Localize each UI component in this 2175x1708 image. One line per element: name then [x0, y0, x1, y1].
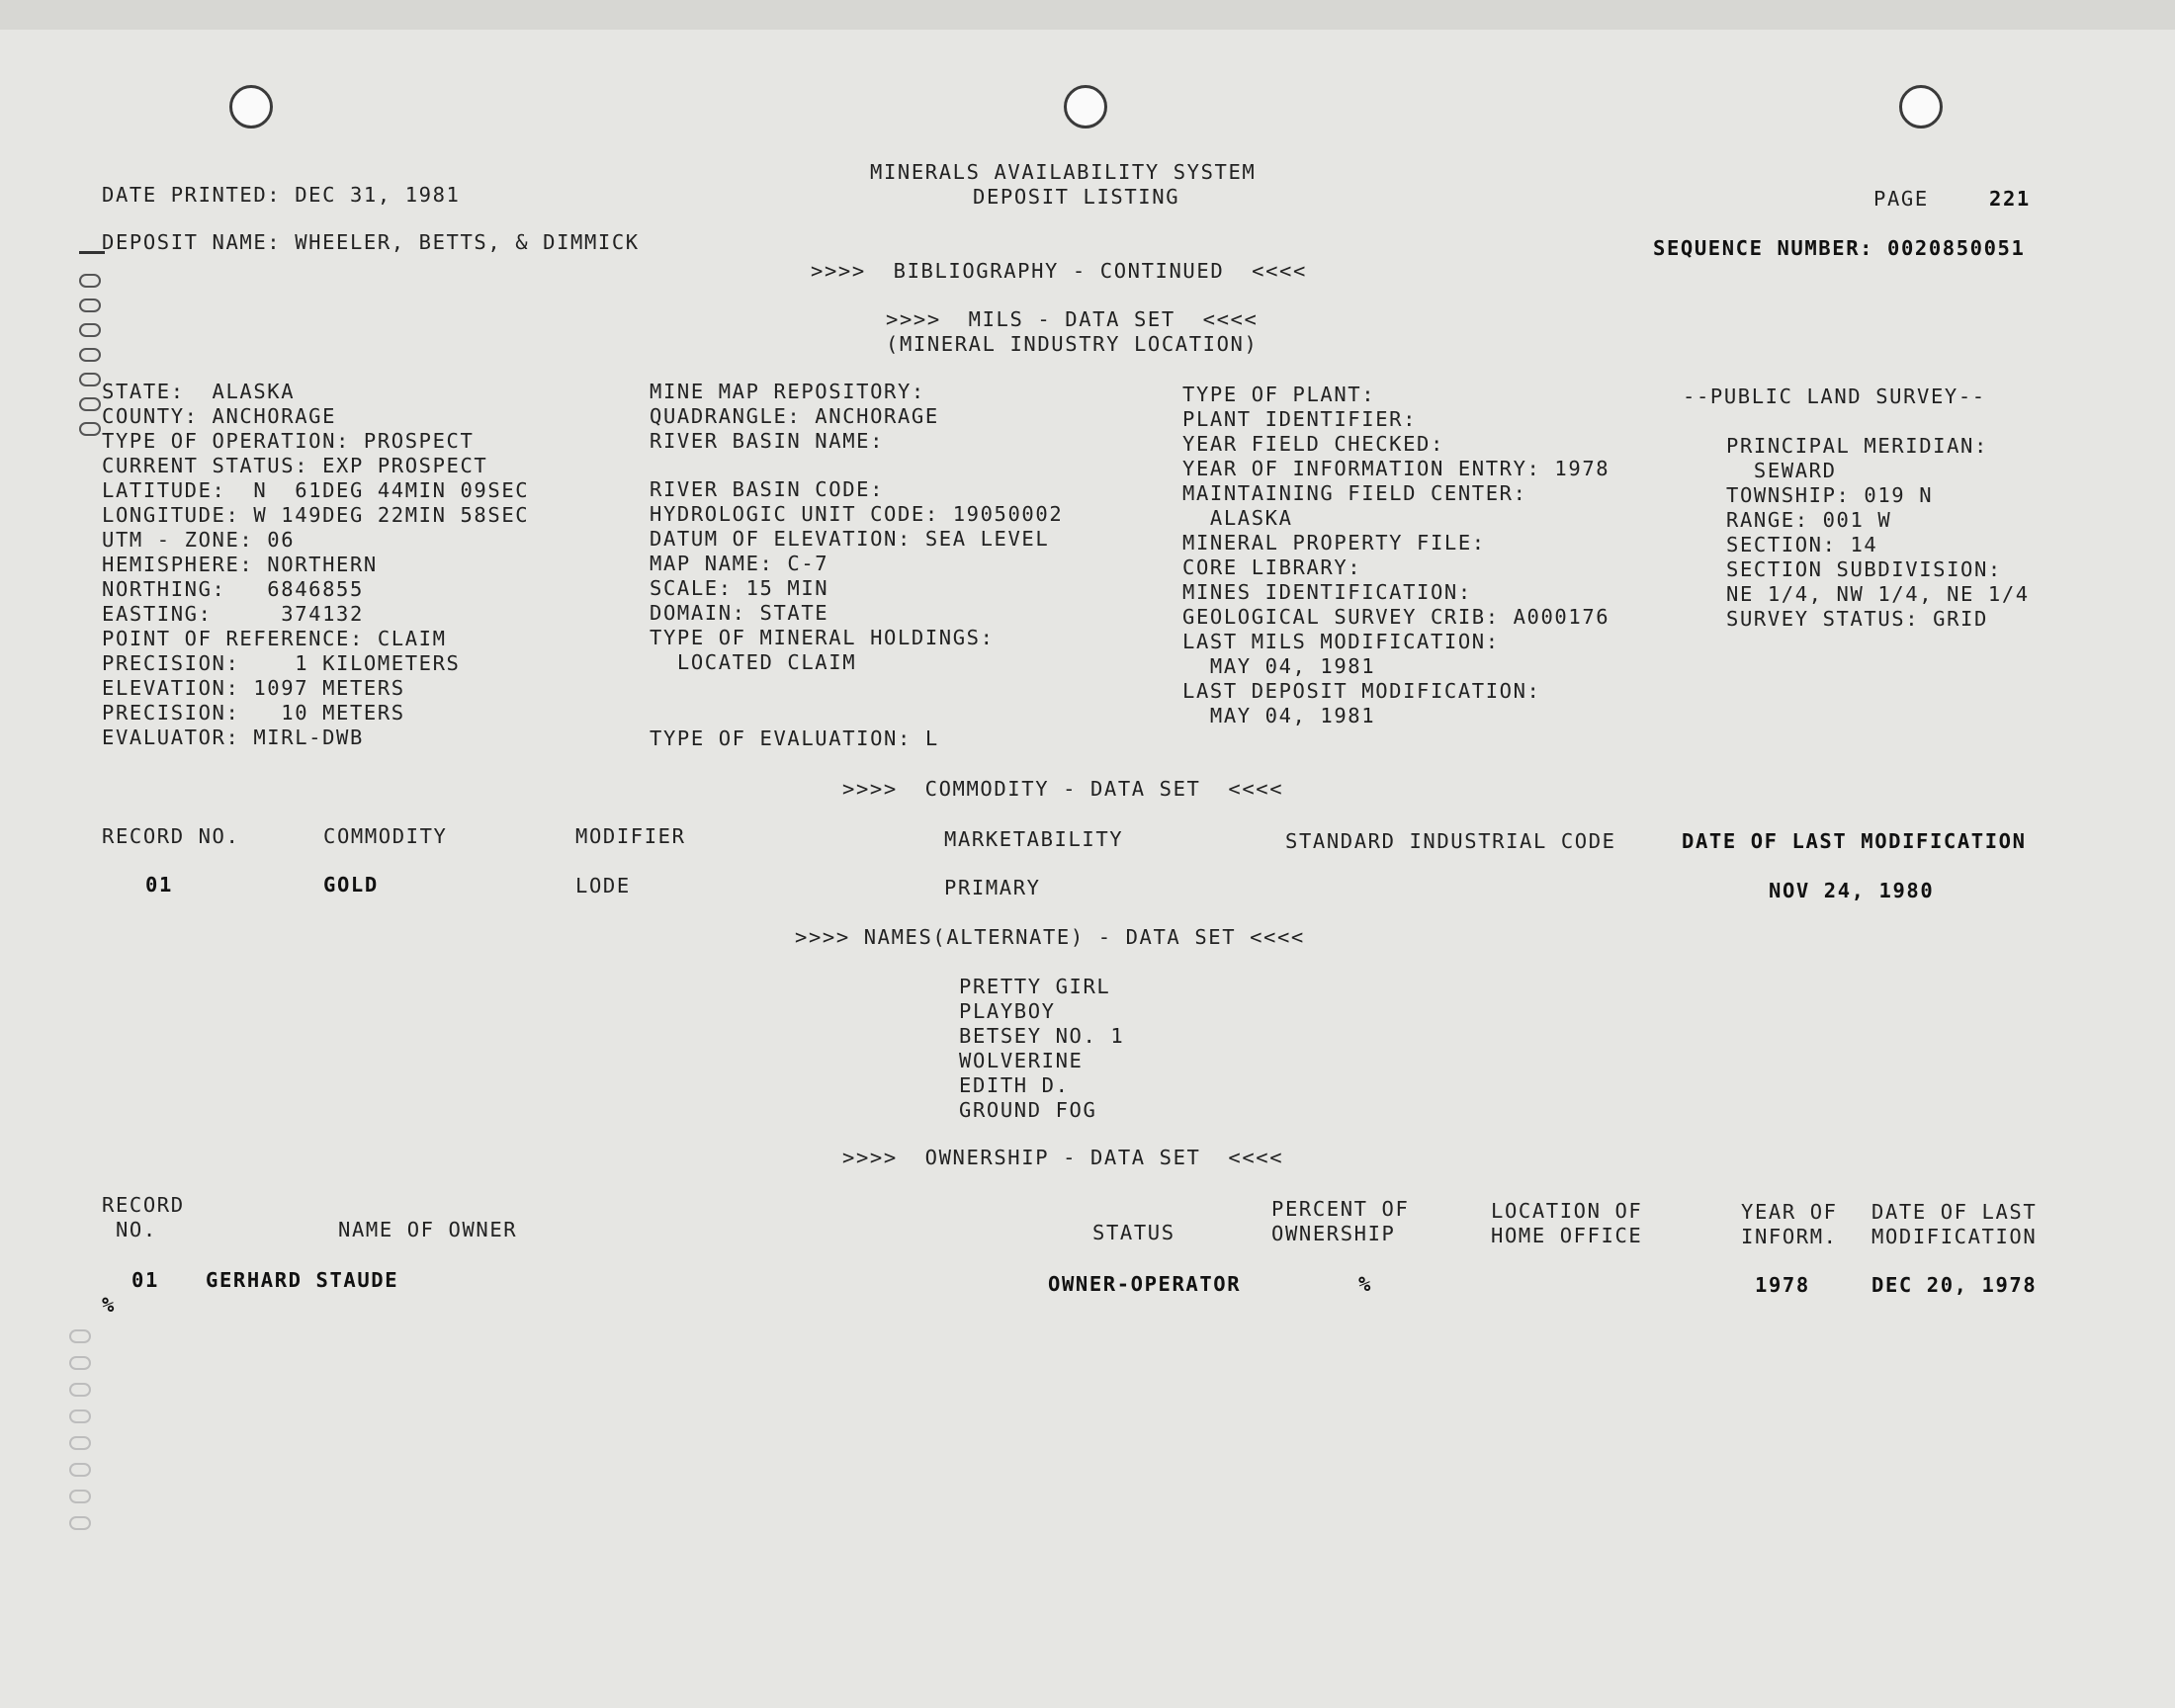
field-latitude: LATITUDE: N 61DEG 44MIN 09SEC — [102, 478, 530, 502]
commodity-record: 01 — [145, 873, 173, 897]
mils-map-column-top — [650, 380, 939, 454]
list-item: PRETTY GIRL — [959, 975, 1111, 998]
list-item: WOLVERINE — [959, 1049, 1084, 1072]
field-last-mils-modification-date: MAY 04, 1981 — [1182, 654, 1376, 678]
commodity-name: GOLD — [323, 873, 379, 897]
field-current-status: CURRENT STATUS: EXP PROSPECT — [102, 454, 488, 477]
list-item: EDITH D. — [959, 1073, 1070, 1097]
mils-banner: >>>> MILS - DATA SET <<<< — [886, 307, 1259, 331]
commodity-col-commodity: COMMODITY — [323, 824, 448, 848]
ownership-col-name: NAME OF OWNER — [338, 1218, 518, 1241]
field-evaluator: EVALUATOR: MIRL-DWB — [102, 726, 364, 749]
alternate-names-list — [959, 975, 1124, 1123]
field-section-subdivision-value: NE 1/4, NW 1/4, NE 1/4 — [1726, 582, 2030, 606]
deposit-name: DEPOSIT NAME: WHEELER, BETTS, & DIMMICK — [102, 230, 640, 254]
field-maintaining-field-center: MAINTAINING FIELD CENTER: — [1182, 481, 1527, 505]
field-datum-of-elevation: DATUM OF ELEVATION: SEA LEVEL — [650, 527, 1050, 551]
field-hemisphere: HEMISPHERE: NORTHERN — [102, 553, 378, 576]
field-mineral-holdings-value: LOCATED CLAIM — [650, 650, 857, 674]
ownership-col-percent-2: OWNERSHIP — [1271, 1222, 1396, 1245]
listing-title: DEPOSIT LISTING — [973, 185, 1180, 209]
ownership-col-year-2: INFORM. — [1741, 1225, 1838, 1248]
field-field-center-value: ALASKA — [1182, 506, 1293, 530]
field-northing: NORTHING: 6846855 — [102, 577, 364, 601]
mils-map-column-bottom — [650, 477, 1063, 675]
field-mine-map-repository: MINE MAP REPOSITORY: — [650, 380, 925, 403]
field-last-deposit-modification-date: MAY 04, 1981 — [1182, 704, 1376, 727]
binder-hole-left — [229, 85, 273, 128]
field-county: COUNTY: ANCHORAGE — [102, 404, 337, 428]
field-section-subdivision: SECTION SUBDIVISION: — [1726, 557, 2002, 581]
field-section: SECTION: 14 — [1726, 533, 1878, 556]
field-domain: DOMAIN: STATE — [650, 601, 829, 625]
field-hydrologic-unit-code: HYDROLOGIC UNIT CODE: 19050002 — [650, 502, 1064, 526]
ownership-col-location-2: HOME OFFICE — [1491, 1224, 1643, 1247]
ownership-col-percent-1: PERCENT OF — [1271, 1197, 1410, 1221]
binder-hole-center — [1064, 85, 1107, 128]
trailing-percent-mark: % — [102, 1293, 116, 1317]
field-river-basin-code: RIVER BASIN CODE: — [650, 477, 885, 501]
ownership-col-date-1: DATE OF LAST — [1871, 1200, 2038, 1224]
commodity-col-modifier: MODIFIER — [575, 824, 686, 848]
page-number: 221 — [1989, 187, 2031, 211]
field-principal-meridian-value: SEWARD — [1726, 459, 1837, 482]
field-range: RANGE: 001 W — [1726, 508, 1892, 532]
ownership-col-year-1: YEAR OF — [1741, 1200, 1838, 1224]
ownership-status: OWNER-OPERATOR — [1048, 1272, 1242, 1296]
names-banner: >>>> NAMES(ALTERNATE) - DATA SET <<<< — [795, 925, 1305, 949]
field-geological-survey-crib: GEOLOGICAL SURVEY CRIB: A000176 — [1182, 605, 1610, 629]
field-easting: EASTING: 374132 — [102, 602, 364, 626]
list-item: GROUND FOG — [959, 1098, 1097, 1122]
field-township: TOWNSHIP: 019 N — [1726, 483, 1934, 507]
binder-hole-right — [1899, 85, 1943, 128]
field-quadrangle: QUADRANGLE: ANCHORAGE — [650, 404, 939, 428]
field-year-of-information-entry: YEAR OF INFORMATION ENTRY: 1978 — [1182, 457, 1610, 480]
field-last-mils-modification: LAST MILS MODIFICATION: — [1182, 630, 1500, 653]
bibliography-banner: >>>> BIBLIOGRAPHY - CONTINUED <<<< — [811, 259, 1307, 283]
public-land-survey-column — [1726, 434, 2030, 632]
field-longitude: LONGITUDE: W 149DEG 22MIN 58SEC — [102, 503, 530, 527]
commodity-col-date: DATE OF LAST MODIFICATION — [1682, 829, 2027, 853]
field-core-library: CORE LIBRARY: — [1182, 555, 1362, 579]
ownership-date: DEC 20, 1978 — [1871, 1273, 2038, 1297]
list-item: BETSEY NO. 1 — [959, 1024, 1125, 1048]
ownership-col-date-2: MODIFICATION — [1871, 1225, 2038, 1248]
ownership-col-record-1: RECORD — [102, 1193, 185, 1217]
ownership-col-location-1: LOCATION OF — [1491, 1199, 1643, 1223]
field-state: STATE: ALASKA — [102, 380, 296, 403]
mils-location-column — [102, 380, 529, 750]
ownership-owner-name: GERHARD STAUDE — [206, 1268, 399, 1292]
commodity-date: NOV 24, 1980 — [1769, 879, 1935, 902]
sequence-number: SEQUENCE NUMBER: 0020850051 — [1653, 236, 2026, 260]
field-precision-location: PRECISION: 1 KILOMETERS — [102, 651, 461, 675]
ownership-year: 1978 — [1755, 1273, 1810, 1297]
ownership-col-record-2: NO. — [102, 1218, 157, 1241]
ownership-record: 01 — [131, 1268, 159, 1292]
page-label: PAGE — [1873, 187, 1929, 211]
system-title: MINERALS AVAILABILITY SYSTEM — [870, 160, 1257, 184]
field-plant-identifier: PLANT IDENTIFIER: — [1182, 407, 1418, 431]
ownership-percent: % — [1358, 1272, 1372, 1296]
commodity-marketability: PRIMARY — [944, 876, 1041, 899]
field-type-of-evaluation: TYPE OF EVALUATION: L — [650, 726, 939, 750]
field-survey-status: SURVEY STATUS: GRID — [1726, 607, 1988, 631]
ownership-banner: >>>> OWNERSHIP - DATA SET <<<< — [842, 1146, 1284, 1169]
list-item: PLAYBOY — [959, 999, 1056, 1023]
field-elevation: ELEVATION: 1097 METERS — [102, 676, 405, 700]
commodity-modifier: LODE — [575, 874, 631, 897]
field-type-of-plant: TYPE OF PLANT: — [1182, 383, 1376, 406]
field-mineral-property-file: MINERAL PROPERTY FILE: — [1182, 531, 1486, 555]
mils-plant-column — [1182, 383, 1610, 728]
field-utm-zone: UTM - ZONE: 06 — [102, 528, 296, 552]
field-river-basin-name: RIVER BASIN NAME: — [650, 429, 885, 453]
field-type-of-operation: TYPE OF OPERATION: PROSPECT — [102, 429, 475, 453]
ownership-col-status: STATUS — [1092, 1221, 1175, 1244]
commodity-col-sic: STANDARD INDUSTRIAL CODE — [1285, 829, 1616, 853]
field-map-name: MAP NAME: C-7 — [650, 552, 829, 575]
field-precision-elevation: PRECISION: 10 METERS — [102, 701, 405, 725]
field-type-of-mineral-holdings: TYPE OF MINERAL HOLDINGS: — [650, 626, 995, 649]
field-year-field-checked: YEAR FIELD CHECKED: — [1182, 432, 1444, 456]
field-principal-meridian: PRINCIPAL MERIDIAN: — [1726, 434, 1988, 458]
public-land-survey-title: --PUBLIC LAND SURVEY-- — [1683, 384, 1986, 408]
commodity-col-marketability: MARKETABILITY — [944, 827, 1124, 851]
commodity-col-record: RECORD NO. — [102, 824, 240, 848]
date-printed: DATE PRINTED: DEC 31, 1981 — [102, 183, 461, 207]
field-scale: SCALE: 15 MIN — [650, 576, 829, 600]
field-last-deposit-modification: LAST DEPOSIT MODIFICATION: — [1182, 679, 1541, 703]
commodity-banner: >>>> COMMODITY - DATA SET <<<< — [842, 777, 1284, 801]
field-mines-identification: MINES IDENTIFICATION: — [1182, 580, 1472, 604]
field-point-of-reference: POINT OF REFERENCE: CLAIM — [102, 627, 447, 650]
mils-subtitle: (MINERAL INDUSTRY LOCATION) — [886, 332, 1259, 356]
